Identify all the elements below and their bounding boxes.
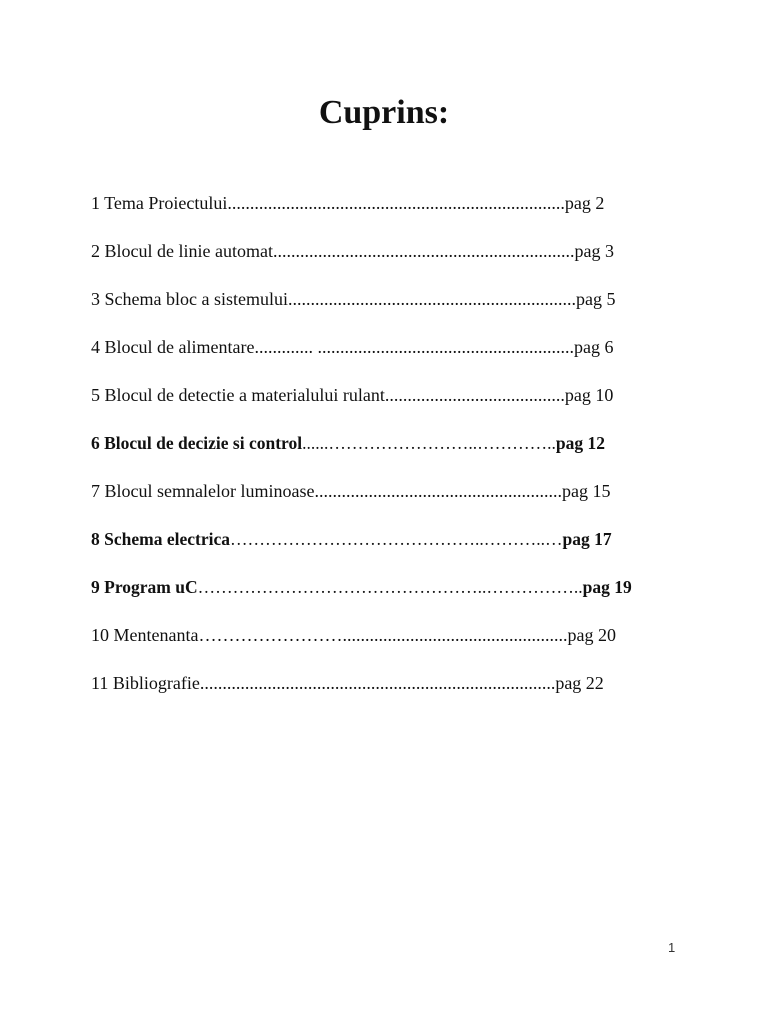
toc-entry-page: pag 20 [567, 625, 616, 645]
toc-entry-title: 11 Bibliografie [91, 673, 200, 693]
toc-entry-title: 10 Mentenanta [91, 625, 199, 645]
toc-entry-page: pag 22 [555, 673, 604, 693]
toc-entry-1 [91, 190, 686, 238]
toc-entry-page: pag 12 [555, 433, 605, 453]
toc-entry-page: pag 5 [575, 289, 616, 309]
toc-entry-2 [91, 238, 686, 286]
toc-entry-page: pag 10 [564, 385, 614, 405]
toc-entry-leader: …………………….................................................. [198, 625, 568, 645]
toc-entry-title: 2 Blocul de linie automat [91, 241, 273, 261]
toc-entry-title: 4 Blocul de alimentare [91, 337, 255, 357]
toc-entry-title: 3 Schema bloc a sistemului [91, 289, 288, 309]
toc-entry-page: pag 15 [561, 481, 611, 501]
toc-entry-6 [91, 430, 686, 478]
toc-entry-9 [91, 574, 686, 622]
toc-entry-leader: ......……………………..………….. [302, 433, 556, 453]
toc-entry-leader: ................................................................... [272, 241, 575, 261]
page-number: 1 [668, 940, 676, 955]
toc-entry-leader: ............. ......................................................... [254, 337, 574, 357]
toc-entry-title: 8 Schema electrica [91, 529, 230, 549]
toc-entry-title: 1 Tema Proiectului [91, 193, 228, 213]
toc-entry-title: 5 Blocul de detectie a materialului rulant [91, 385, 385, 405]
toc-entry-title: 7 Blocul semnalelor luminoase [91, 481, 315, 501]
toc-entry-page: pag 19 [582, 577, 632, 597]
toc-entry-8 [91, 526, 686, 574]
page-title: Cuprins: [318, 94, 450, 131]
toc-entry-leader: …………………………………………..…………….. [197, 577, 583, 597]
toc-entry-leader: ........................................................................... [227, 193, 565, 213]
toc-entry-title: 6 Blocul de decizie si control [91, 433, 303, 453]
toc-entry-page: pag 2 [564, 193, 605, 213]
toc-entry-10 [91, 622, 686, 670]
toc-entry-page: pag 6 [573, 337, 614, 357]
toc-entry-11 [91, 670, 686, 718]
toc-entry-leader: ................................................................ [287, 289, 576, 309]
toc-entry-4 [91, 334, 686, 382]
toc-entry-leader: ............................................................................... [199, 673, 556, 693]
toc-entry-page: pag 17 [562, 529, 612, 549]
toc-entry-5 [91, 382, 686, 430]
toc-entry-title: 9 Program uC [91, 577, 198, 597]
toc-entry-3 [91, 286, 686, 334]
table-of-contents [91, 190, 686, 718]
toc-entry-7 [91, 478, 686, 526]
toc-entry-page: pag 3 [574, 241, 614, 261]
toc-entry-leader: ........................................ [384, 385, 565, 405]
toc-entry-leader: ……………………………………..………..… [229, 529, 563, 549]
toc-entry-leader: ....................................................... [314, 481, 562, 501]
